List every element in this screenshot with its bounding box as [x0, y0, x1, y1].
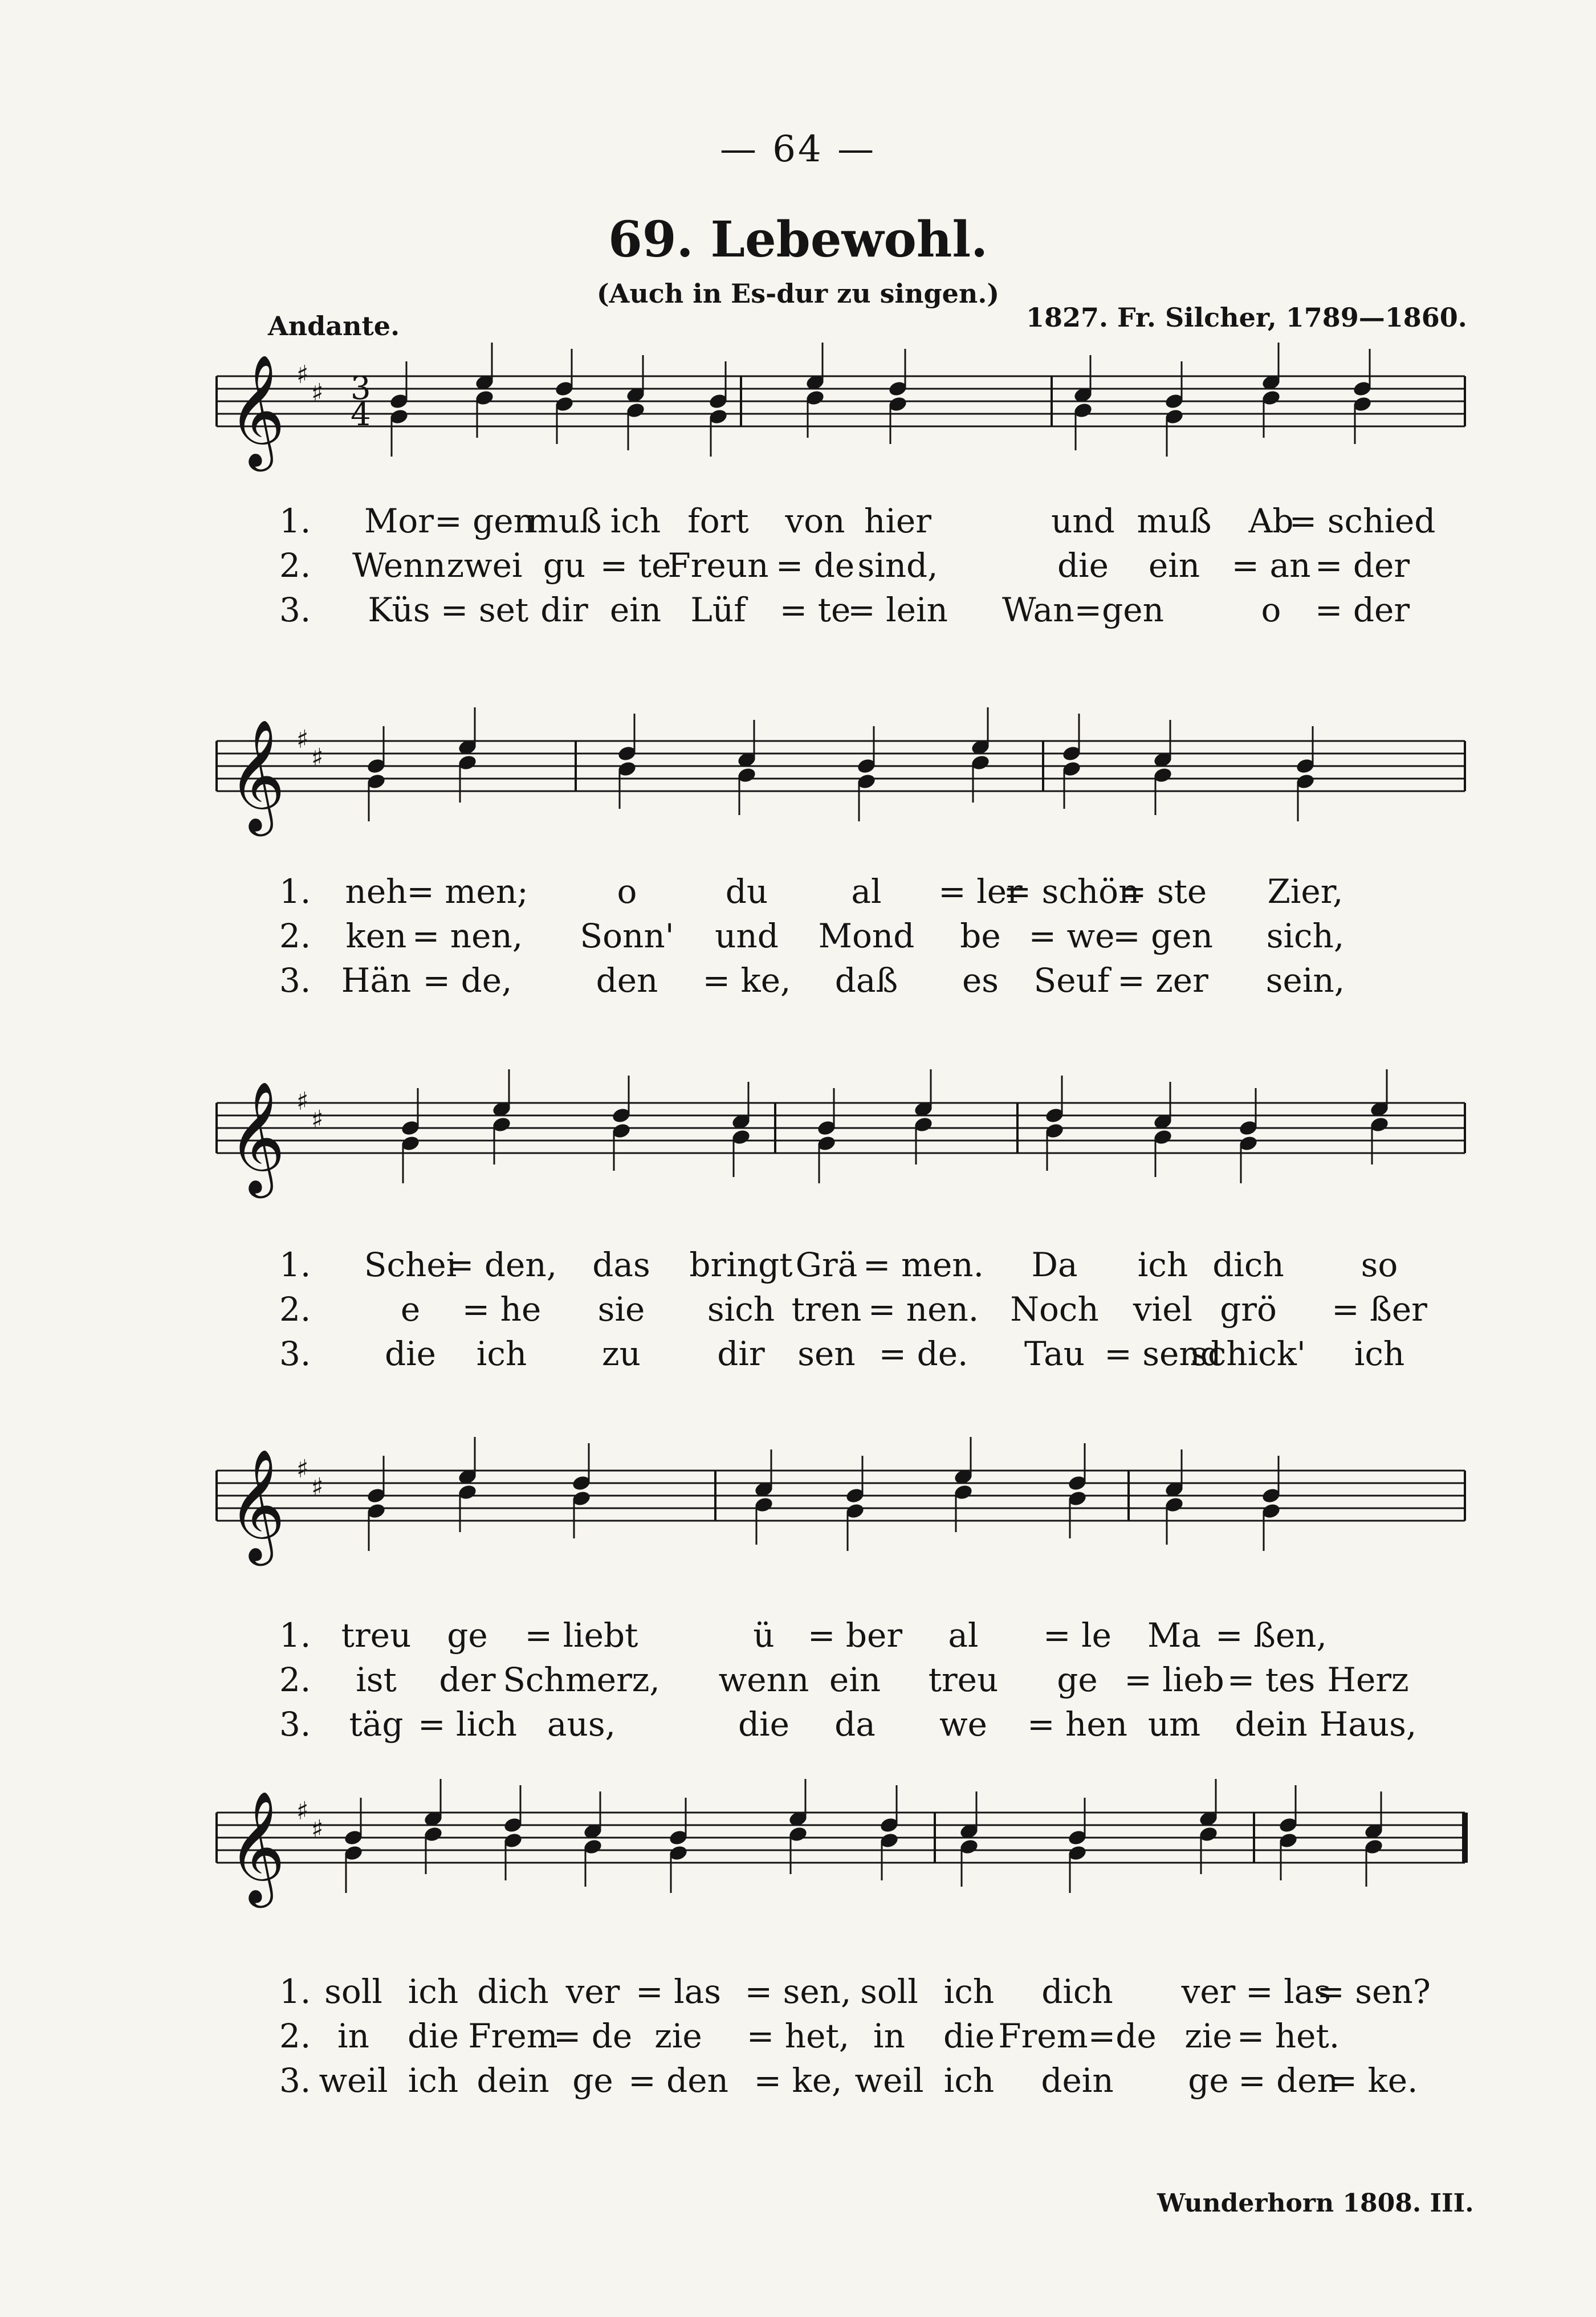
- lyric-syllable: = ler: [938, 872, 1023, 911]
- treble-clef-icon: 𝄞: [228, 1448, 286, 1561]
- lyric-syllable: ich: [610, 502, 661, 540]
- lyric-syllable: Tau: [1024, 1334, 1085, 1373]
- lyric-syllable: = nen,: [412, 917, 523, 955]
- lyric-syllable: Wenn: [352, 546, 446, 585]
- lyric-syllable: ge: [447, 1616, 488, 1655]
- lyric-syllable: = sen,: [744, 1972, 852, 2011]
- lyric-syllable: ge: [572, 2061, 613, 2100]
- lyric-syllable: die: [738, 1705, 790, 1744]
- lyric-syllable: ich: [408, 2061, 459, 2100]
- lyric-syllable: = sen?: [1317, 1972, 1431, 2011]
- lyric-syllable: = ßer: [1332, 1290, 1427, 1329]
- lyric-syllable: ich: [476, 1334, 527, 1373]
- lyric-syllable: = nen.: [868, 1290, 979, 1329]
- key-sharp-f-icon: ♯: [296, 1455, 309, 1484]
- lyric-syllable: = hen: [1027, 1705, 1128, 1744]
- key-sharp-c-icon: ♯: [311, 1815, 324, 1844]
- lyric-syllable: = set: [440, 591, 529, 629]
- staff-system-4: [0, 1436, 1596, 1585]
- lyric-syllable: = den: [1238, 2061, 1338, 2100]
- lyric-syllable: = zer: [1117, 961, 1208, 1000]
- lyric-syllable: daß: [834, 961, 898, 1000]
- lyric-syllable: schick': [1191, 1334, 1306, 1373]
- lyric-syllable: = ke,: [754, 2061, 842, 2100]
- lyric-line-verse-1: [0, 1972, 1596, 2012]
- lyric-syllable: die: [384, 1334, 437, 1373]
- lyric-syllable: sie: [597, 1290, 645, 1329]
- lyric-syllable: Ma: [1147, 1616, 1201, 1655]
- lyric-syllable: täg: [349, 1705, 404, 1744]
- lyric-syllable: sich: [707, 1290, 775, 1329]
- lyric-syllable: al: [948, 1616, 979, 1655]
- lyric-syllable: den: [596, 961, 658, 1000]
- lyric-syllable: dein: [1041, 2061, 1114, 2100]
- lyric-line-verse-3: [0, 961, 1596, 1001]
- lyric-syllable: ein: [609, 591, 662, 629]
- time-signature-bottom: 4: [351, 396, 371, 433]
- lyric-syllable: das: [592, 1245, 650, 1284]
- lyric-syllable: in: [337, 2017, 369, 2055]
- lyric-line-verse-2: [0, 2017, 1596, 2057]
- lyric-syllable: Da: [1031, 1245, 1078, 1284]
- source-credit: Wunderhorn 1808. III.: [1157, 2189, 1474, 2218]
- verse-number: 1.: [279, 1616, 311, 1655]
- time-signature-top: 3: [351, 370, 371, 407]
- lyric-line-verse-2: [0, 1290, 1596, 1330]
- lyric-syllable: dich: [477, 1972, 549, 2011]
- lyric-syllable: Wan=gen: [1002, 591, 1164, 629]
- lyric-syllable: zu: [602, 1334, 641, 1373]
- verse-number: 3.: [279, 1705, 311, 1744]
- verse-number: 3.: [279, 591, 311, 629]
- lyric-syllable: = gen: [434, 502, 535, 540]
- lyric-syllable: = de: [775, 546, 855, 585]
- lyric-syllable: = ke.: [1329, 2061, 1418, 2100]
- lyric-syllable: = send: [1104, 1334, 1222, 1373]
- lyric-line-verse-2: [0, 546, 1596, 586]
- lyric-syllable: es: [962, 961, 999, 1000]
- lyric-syllable: Zier,: [1267, 872, 1343, 911]
- staff-system-2: [0, 707, 1596, 855]
- verse-number: 2.: [279, 2017, 311, 2055]
- lyric-syllable: fort: [687, 502, 749, 540]
- lyric-syllable: treu: [928, 1660, 999, 1699]
- lyric-syllable: = liebt: [524, 1616, 638, 1655]
- lyric-syllable: Lüf: [690, 591, 746, 629]
- verse-number: 1.: [279, 872, 311, 911]
- verse-number: 2.: [279, 546, 311, 585]
- lyric-line-verse-1: [0, 1616, 1596, 1656]
- lyric-syllable: ge: [1057, 1660, 1098, 1699]
- song-title: 69. Lebewohl.: [608, 211, 988, 268]
- lyric-syllable: Frem=de: [998, 2017, 1157, 2055]
- lyric-syllable: zie: [654, 2017, 702, 2055]
- lyric-syllable: weil: [319, 2061, 388, 2100]
- lyric-syllable: Frem: [468, 2017, 558, 2055]
- lyric-syllable: = men;: [406, 872, 528, 911]
- lyric-syllable: Ab: [1248, 502, 1294, 540]
- lyric-syllable: sen: [797, 1334, 856, 1373]
- lyric-syllable: ein: [1148, 546, 1200, 585]
- lyric-syllable: = der: [1314, 591, 1410, 629]
- lyric-line-verse-1: [0, 502, 1596, 541]
- lyric-syllable: ich: [408, 1972, 459, 2011]
- lyric-syllable: gu: [543, 546, 586, 585]
- lyric-syllable: = las: [636, 1972, 721, 2011]
- lyric-syllable: = lein: [848, 591, 948, 629]
- lyric-syllable: Mor: [364, 502, 434, 540]
- lyric-syllable: so: [1361, 1245, 1398, 1284]
- lyric-syllable: Noch: [1010, 1290, 1099, 1329]
- verse-number: 1.: [279, 1245, 311, 1284]
- lyric-syllable: = an: [1231, 546, 1311, 585]
- lyric-syllable: tren: [791, 1290, 862, 1329]
- verse-number: 1.: [279, 1972, 311, 2011]
- lyric-syllable: bringt: [689, 1245, 793, 1284]
- key-sharp-c-icon: ♯: [311, 1105, 324, 1134]
- lyric-syllable: ge: [1188, 2061, 1229, 2100]
- verse-number: 1.: [279, 502, 311, 540]
- lyric-syllable: aus,: [547, 1705, 616, 1744]
- lyric-syllable: o: [617, 872, 637, 911]
- lyric-line-verse-3: [0, 1705, 1596, 1745]
- staff-system-3: [0, 1069, 1596, 1217]
- lyric-syllable: Mond: [818, 917, 915, 955]
- lyric-syllable: = te: [779, 591, 851, 629]
- lyric-syllable: sein,: [1265, 961, 1345, 1000]
- lyric-syllable: in: [873, 2017, 905, 2055]
- lyric-syllable: Küs: [368, 591, 430, 629]
- lyric-syllable: = de,: [422, 961, 512, 1000]
- staff-system-5: [0, 1778, 1596, 1927]
- lyric-syllable: muß: [527, 502, 602, 540]
- key-sharp-f-icon: ♯: [296, 1797, 309, 1826]
- lyric-syllable: = ste: [1118, 872, 1207, 911]
- lyric-syllable: ich: [1354, 1334, 1405, 1373]
- lyric-syllable: sind,: [857, 546, 938, 585]
- lyric-syllable: Freun: [667, 546, 769, 585]
- lyric-syllable: = las: [1245, 1972, 1331, 2011]
- lyric-syllable: = tes: [1227, 1660, 1316, 1699]
- lyric-line-verse-3: [0, 591, 1596, 630]
- lyric-syllable: = le: [1043, 1616, 1112, 1655]
- lyric-syllable: da: [834, 1705, 876, 1744]
- lyric-syllable: grö: [1220, 1290, 1277, 1329]
- key-sharp-c-icon: ♯: [311, 743, 324, 772]
- lyric-syllable: = het.: [1236, 2017, 1340, 2055]
- lyric-syllable: = den,: [446, 1245, 557, 1284]
- key-sharp-f-icon: ♯: [296, 725, 309, 754]
- lyric-syllable: = den: [628, 2061, 728, 2100]
- lyric-syllable: Haus,: [1319, 1705, 1417, 1744]
- lyric-syllable: dich: [1041, 1972, 1113, 2011]
- lyric-line-verse-3: [0, 1334, 1596, 1374]
- treble-clef-icon: 𝄞: [228, 1081, 286, 1194]
- lyric-syllable: die: [1057, 546, 1109, 585]
- lyric-syllable: zwei: [446, 546, 523, 585]
- lyric-syllable: zie: [1184, 2017, 1232, 2055]
- lyric-syllable: muß: [1137, 502, 1212, 540]
- lyric-syllable: = schied: [1289, 502, 1436, 540]
- lyric-line-verse-2: [0, 917, 1596, 956]
- treble-clef-icon: 𝄞: [228, 1790, 286, 1903]
- lyric-syllable: = lieb: [1124, 1660, 1224, 1699]
- lyric-syllable: treu: [341, 1616, 412, 1655]
- verse-number: 3.: [279, 961, 311, 1000]
- lyric-syllable: = he: [462, 1290, 542, 1329]
- lyric-syllable: weil: [854, 2061, 924, 2100]
- lyric-line-verse-1: [0, 872, 1596, 912]
- lyric-syllable: = ßen,: [1215, 1616, 1327, 1655]
- lyric-syllable: ich: [943, 2061, 995, 2100]
- lyric-syllable: = het,: [746, 2017, 850, 2055]
- verse-number: 2.: [279, 1290, 311, 1329]
- lyric-syllable: hier: [864, 502, 931, 540]
- lyric-syllable: soll: [324, 1972, 382, 2011]
- lyric-syllable: = ber: [807, 1616, 903, 1655]
- lyric-syllable: sich,: [1266, 917, 1345, 955]
- lyric-syllable: dir: [717, 1334, 765, 1373]
- lyric-syllable: = gen: [1113, 917, 1213, 955]
- lyric-syllable: = te: [600, 546, 671, 585]
- lyric-line-verse-3: [0, 2061, 1596, 2101]
- lyric-syllable: = de: [553, 2017, 633, 2055]
- lyric-syllable: Herz: [1327, 1660, 1409, 1699]
- verse-number: 2.: [279, 917, 311, 955]
- lyric-syllable: ein: [829, 1660, 881, 1699]
- lyric-syllable: = we: [1028, 917, 1115, 955]
- lyric-syllable: ich: [943, 1972, 995, 2011]
- page-number: — 64 —: [719, 128, 877, 170]
- lyric-syllable: von: [785, 502, 845, 540]
- staff-system-1: [0, 342, 1596, 490]
- lyric-syllable: ü: [753, 1616, 775, 1655]
- lyric-syllable: o: [1261, 591, 1281, 629]
- lyric-syllable: = der: [1314, 546, 1410, 585]
- lyric-syllable: dich: [1212, 1245, 1284, 1284]
- lyric-syllable: e: [400, 1290, 421, 1329]
- lyric-syllable: we: [939, 1705, 987, 1744]
- treble-clef-icon: 𝄞: [228, 719, 286, 832]
- lyric-syllable: um: [1147, 1705, 1201, 1744]
- key-sharp-f-icon: ♯: [296, 1087, 309, 1116]
- lyric-syllable: und: [715, 917, 779, 955]
- lyric-syllable: soll: [860, 1972, 918, 2011]
- lyric-syllable: = men.: [862, 1245, 984, 1284]
- lyric-syllable: Sonn': [580, 917, 674, 955]
- lyric-syllable: Hän: [341, 961, 412, 1000]
- verse-number: 3.: [279, 2061, 311, 2100]
- lyric-syllable: neh: [345, 872, 408, 911]
- lyric-syllable: al: [851, 872, 882, 911]
- lyric-syllable: = ke,: [702, 961, 791, 1000]
- lyric-syllable: be: [960, 917, 1001, 955]
- lyric-syllable: ver: [1181, 1972, 1236, 2011]
- lyric-syllable: = lich: [418, 1705, 517, 1744]
- lyric-line-verse-2: [0, 1660, 1596, 1700]
- key-sharp-c-icon: ♯: [311, 378, 324, 408]
- lyric-syllable: ist: [356, 1660, 397, 1699]
- lyric-syllable: die: [407, 2017, 459, 2055]
- lyric-syllable: Schei: [364, 1245, 457, 1284]
- verse-number: 3.: [279, 1334, 311, 1373]
- lyric-syllable: die: [943, 2017, 995, 2055]
- lyric-syllable: ich: [1137, 1245, 1188, 1284]
- song-subtitle: (Auch in Es-dur zu singen.): [596, 278, 1000, 309]
- lyric-syllable: viel: [1133, 1290, 1193, 1329]
- lyric-syllable: Grä: [795, 1245, 858, 1284]
- lyric-syllable: dir: [540, 591, 588, 629]
- lyric-syllable: wenn: [718, 1660, 809, 1699]
- lyric-syllable: dein: [477, 2061, 549, 2100]
- lyric-syllable: der: [439, 1660, 496, 1699]
- key-sharp-c-icon: ♯: [311, 1473, 324, 1502]
- key-sharp-f-icon: ♯: [296, 360, 309, 389]
- lyric-syllable: du: [725, 872, 768, 911]
- lyric-syllable: ken: [345, 917, 407, 955]
- composer-credit: 1827. Fr. Silcher, 1789—1860.: [1026, 302, 1467, 333]
- lyric-syllable: = schön: [1003, 872, 1140, 911]
- lyric-syllable: ver: [565, 1972, 620, 2011]
- verse-number: 2.: [279, 1660, 311, 1699]
- lyric-syllable: = de.: [878, 1334, 968, 1373]
- lyric-syllable: und: [1051, 502, 1115, 540]
- tempo-marking: Andante.: [268, 311, 400, 341]
- lyric-syllable: Seuf: [1033, 961, 1110, 1000]
- treble-clef-icon: 𝄞: [228, 354, 286, 467]
- lyric-syllable: dein: [1235, 1705, 1308, 1744]
- lyric-line-verse-1: [0, 1245, 1596, 1285]
- lyric-syllable: Schmerz,: [503, 1660, 660, 1699]
